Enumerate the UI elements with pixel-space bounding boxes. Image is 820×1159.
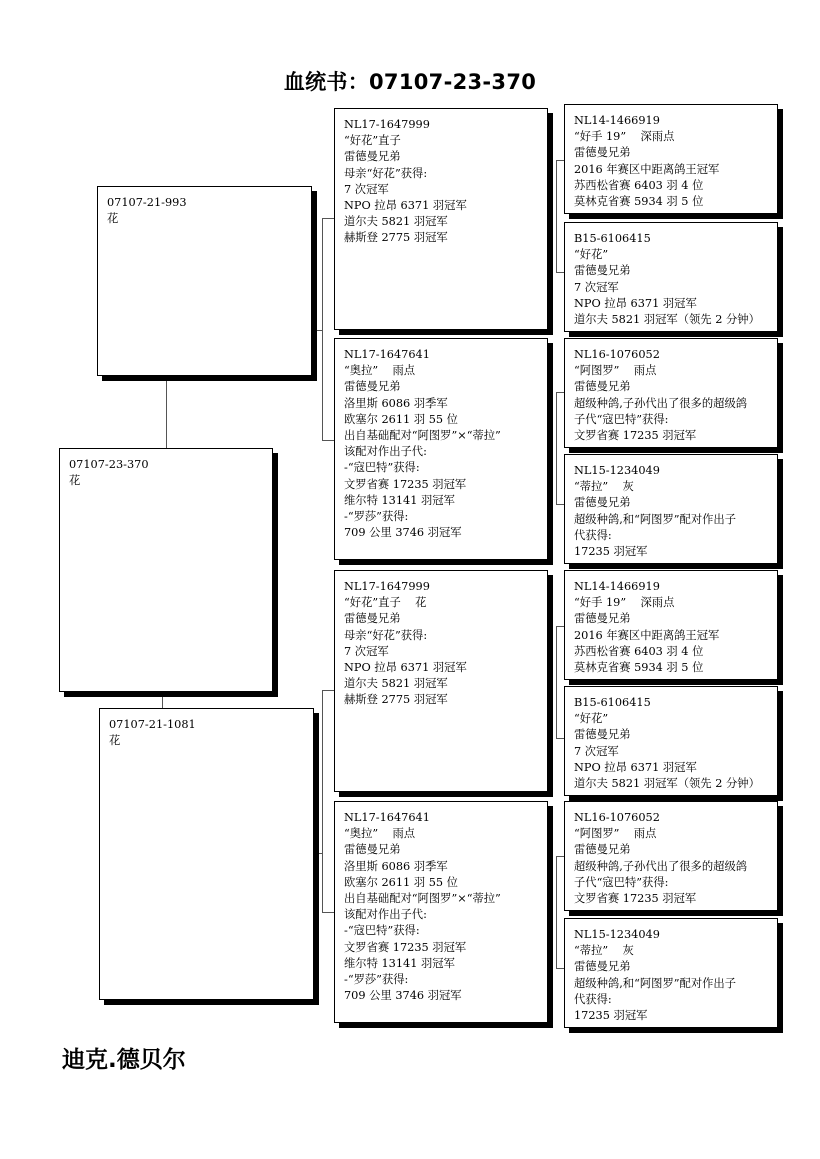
great-grandparent-box-1 [564,104,778,214]
pedigree-line: 7 次冠军 [344,644,389,658]
pedigree-line: 出自基础配对“阿图罗”×“蒂拉” [344,429,501,443]
pedigree-line: 维尔特 13141 羽冠军 [344,956,455,970]
pedigree-line: 2016 年赛区中距离鸽王冠军 [574,628,720,642]
pedigree-line: 道尔夫 5821 羽冠军（领先 2 分钟） [574,777,760,791]
connector [556,392,564,393]
sire-box [97,186,312,376]
connector [556,160,564,161]
pedigree-line: NPO 拉昂 6371 羽冠军 [344,199,467,213]
pedigree-line: -“寇巴特”获得: [344,461,420,475]
pedigree-line: 超级种鸽,和“阿图罗”配对作出子 [574,976,737,990]
pedigree-line: “奥拉” 雨点 [344,827,416,841]
connector [556,968,564,969]
pedigree-line: “奥拉” 雨点 [344,364,416,378]
pedigree-line: NL17-1647999 [344,118,430,131]
subject-color: 花 [69,474,81,488]
pedigree-line: -“寇巴特”获得: [344,924,420,938]
connector [322,218,334,219]
pedigree-line: 超级种鸽,子孙代出了很多的超级鸽 [574,396,748,410]
great-grandparent-box-7 [564,801,778,911]
dam-box [99,708,314,1000]
pedigree-line: “好花” [574,712,609,726]
pedigree-line: 雷德曼兄弟 [574,146,631,160]
pedigree-line: 7 次冠军 [574,280,619,294]
connector [556,504,564,505]
pedigree-line: 2016 年赛区中距离鸽王冠军 [574,162,720,176]
breeder-name: 迪克.德贝尔 [62,1047,186,1073]
pedigree-line: “好花” [574,248,609,262]
pedigree-line: 17235 羽冠军 [574,1009,648,1023]
sire-color: 花 [107,212,119,226]
pedigree-line: 雷德曼兄弟 [574,496,631,510]
pedigree-line: 雷德曼兄弟 [574,612,631,626]
sire-ring: 07107-21-993 [107,196,187,209]
pedigree-line: NPO 拉昂 6371 羽冠军 [574,760,697,774]
connector [556,856,557,968]
pedigree-line: “蒂拉” 灰 [574,944,634,958]
pedigree-line: “好花”直子 花 [344,596,427,610]
pedigree-line: NL14-1466919 [574,580,660,593]
pedigree-line: 文罗省赛 17235 羽冠军 [574,892,697,906]
pedigree-line: B15-6106415 [574,696,651,709]
pedigree-line: 道尔夫 5821 羽冠军 [344,215,448,229]
dam-ring: 07107-21-1081 [109,718,196,731]
connector [556,392,557,504]
pedigree-line: “好手 19” 深雨点 [574,130,675,144]
pedigree-line: 雷德曼兄弟 [344,150,401,164]
connector [556,272,564,273]
pedigree-line: 超级种鸽,和“阿图罗”配对作出子 [574,512,737,526]
pedigree-line: 7 次冠军 [344,182,389,196]
pedigree-line: NL17-1647641 [344,811,430,824]
subject-box [59,448,273,692]
pedigree-line: “好花”直子 [344,134,401,148]
connector [312,330,322,331]
pedigree-line: 母亲“好花”获得: [344,628,428,642]
connector [322,690,334,691]
pedigree-line: NL16-1076052 [574,811,660,824]
pedigree-line: 代获得: [574,528,612,542]
dam-color: 花 [109,734,121,748]
connector [162,692,163,708]
pedigree-line: 莫林克省赛 5934 羽 5 位 [574,195,704,209]
pedigree-line: 雷德曼兄弟 [574,843,631,857]
pedigree-line: 维尔特 13141 羽冠军 [344,493,455,507]
pedigree-line: 超级种鸽,子孙代出了很多的超级鸽 [574,859,748,873]
dam-dam-box [334,801,548,1023]
pedigree-line: -“罗莎”获得: [344,510,409,524]
pedigree-line: 7 次冠军 [574,744,619,758]
pedigree-line: 该配对作出子代: [344,445,427,459]
great-grandparent-box-3 [564,338,778,448]
pedigree-line: 母亲“好花”获得: [344,166,428,180]
pedigree-line: 洛里斯 6086 羽季军 [344,396,448,410]
pedigree-line: 洛里斯 6086 羽季军 [344,859,448,873]
pedigree-line: 子代“寇巴特”获得: [574,875,669,889]
pedigree-line: NPO 拉昂 6371 羽冠军 [344,661,467,675]
great-grandparent-box-4 [564,454,778,564]
pedigree-line: 17235 羽冠军 [574,545,648,559]
pedigree-line: 文罗省赛 17235 羽冠军 [574,429,697,443]
pedigree-line: 苏西松省赛 6403 羽 4 位 [574,644,704,658]
pedigree-line: 莫林克省赛 5934 羽 5 位 [574,661,704,675]
connector [322,912,334,913]
connector [556,626,557,738]
pedigree-line: B15-6106415 [574,232,651,245]
pedigree-line: “好手 19” 深雨点 [574,596,675,610]
pedigree-line: 雷德曼兄弟 [574,380,631,394]
pedigree-line: 出自基础配对“阿图罗”×“蒂拉” [344,892,501,906]
pedigree-line: “阿图罗” 雨点 [574,364,657,378]
pedigree-line: NL17-1647641 [344,348,430,361]
pedigree-line: 道尔夫 5821 羽冠军 [344,677,448,691]
pedigree-line: NL15-1234049 [574,928,660,941]
pedigree-line: 雷德曼兄弟 [574,728,631,742]
pedigree-line: 欧塞尔 2611 羽 55 位 [344,412,458,426]
sire-dam-box [334,338,548,560]
pedigree-line: NL14-1466919 [574,114,660,127]
pedigree-line: 文罗省赛 17235 羽冠军 [344,477,467,491]
pedigree-line: NL17-1647999 [344,580,430,593]
pedigree-line: 赫斯登 2775 羽冠军 [344,231,448,245]
connector [322,218,323,440]
pedigree-line: 雷德曼兄弟 [574,264,631,278]
dam-sire-box [334,570,548,792]
pedigree-line: 文罗省赛 17235 羽冠军 [344,940,467,954]
connector [556,626,564,627]
pedigree-line: 709 公里 3746 羽冠军 [344,989,462,1003]
pedigree-line: 雷德曼兄弟 [344,612,401,626]
pedigree-line: 欧塞尔 2611 羽 55 位 [344,875,458,889]
pedigree-line: 道尔夫 5821 羽冠军（领先 2 分钟） [574,313,760,327]
pedigree-line: 该配对作出子代: [344,908,427,922]
connector [556,738,564,739]
connector [166,376,167,448]
pedigree-line: 苏西松省赛 6403 羽 4 位 [574,178,704,192]
sire-sire-box [334,108,548,330]
great-grandparent-box-8 [564,918,778,1028]
pedigree-line: 雷德曼兄弟 [574,960,631,974]
pedigree-line: NL15-1234049 [574,464,660,477]
pedigree-line: 赫斯登 2775 羽冠军 [344,693,448,707]
connector [322,690,323,912]
pedigree-line: 代获得: [574,992,612,1006]
page-title: 血统书：07107-23-370 [283,70,537,94]
great-grandparent-box-6 [564,686,778,796]
pedigree-line: 709 公里 3746 羽冠军 [344,526,462,540]
pedigree-line: -“罗莎”获得: [344,973,409,987]
subject-ring: 07107-23-370 [69,458,149,471]
pedigree-line: 雷德曼兄弟 [344,843,401,857]
great-grandparent-box-2 [564,222,778,332]
pedigree-line: “阿图罗” 雨点 [574,827,657,841]
connector [556,160,557,272]
pedigree-line: NPO 拉昂 6371 羽冠军 [574,296,697,310]
pedigree-line: “蒂拉” 灰 [574,480,634,494]
great-grandparent-box-5 [564,570,778,680]
connector [314,853,322,854]
connector [322,440,334,441]
pedigree-line: 子代“寇巴特”获得: [574,412,669,426]
pedigree-line: NL16-1076052 [574,348,660,361]
connector [556,856,564,857]
pedigree-line: 雷德曼兄弟 [344,380,401,394]
